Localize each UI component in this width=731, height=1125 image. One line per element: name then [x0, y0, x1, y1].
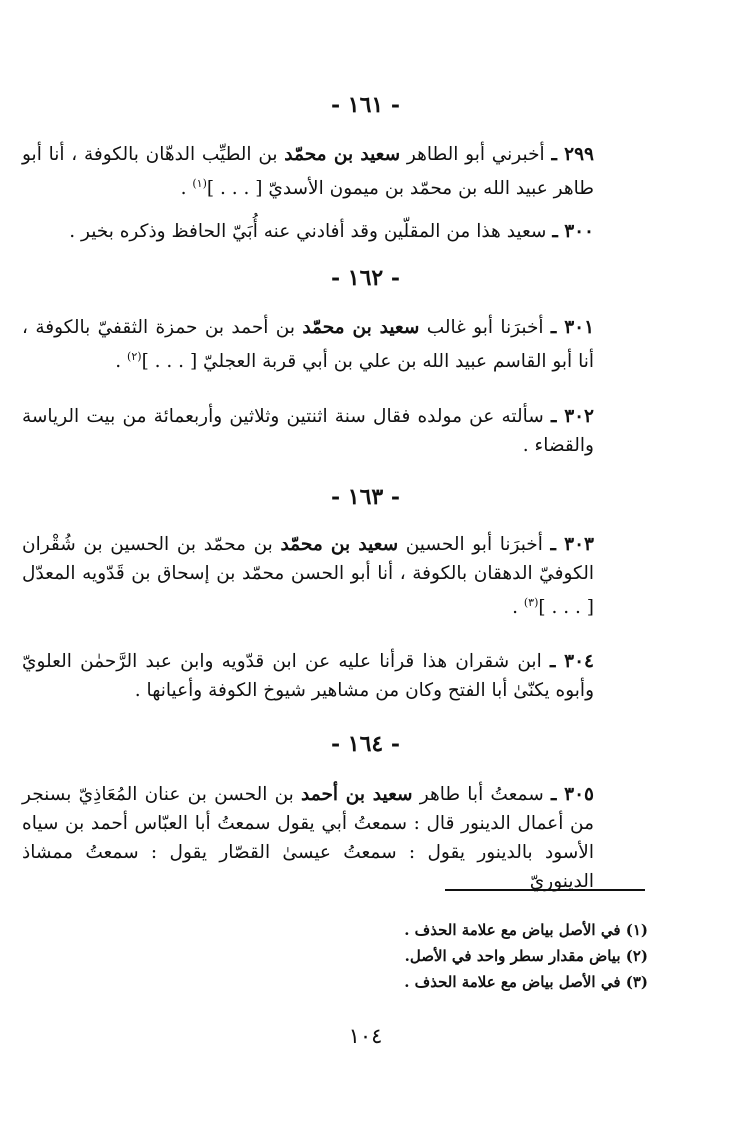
entry-text: أخبرني أبو الطاهر [406, 144, 545, 165]
footnote-1: (١) في الأصل بياض مع علامة الحذف . [404, 921, 648, 939]
entry-text: سعيد هذا من المقلّين وقد أفادني عنه أُبَيّ الحافظ وذكره بخير . [69, 221, 547, 242]
footnote-marker: (٣) [523, 596, 539, 609]
entry-303 [22, 530, 594, 622]
section-heading-162: - ١٦٢ - [330, 265, 401, 291]
entry-300 [22, 217, 594, 246]
narrator-name: سعيد بن محمّد [302, 317, 420, 338]
entry-text: ابن شقران هذا قرأنا عليه عن ابن قدّويه وابن عبد الرَّحمٰن العلويّ وأبوه يكنّىٰ أبا الفتح وكان من مشاهير شيوخ الكوفة وأعيانها . [22, 651, 594, 701]
entry-number: ٣٠٠ ـ [552, 221, 594, 242]
entry-end: . [512, 597, 518, 619]
section-heading-161: - ١٦١ - [330, 92, 401, 118]
entry-text: بن الطيِّب الدهّان بالكوفة ، أنا أبو طاهر عبيد الله بن محمّد بن ميمون الأسديّ [ . . . ] [22, 144, 594, 200]
footnote-marker: (٢) [127, 350, 142, 363]
entry-305 [22, 780, 594, 896]
entry-end: . [115, 351, 122, 373]
footnote-marker: (١) [192, 177, 207, 190]
entry-304 [22, 647, 594, 705]
entry-text: بن الحسن بن عنان المُعَاذِيّ بسنجر من أعمال الدينور قال : سمعتُ أبي يقول سمعتُ أبا العبّاس أحمد بن سياه الأسود بالدينور يقول : سمعتُ عيسىٰ القصّار يقول : سمعتُ ممشاذ الدينوريّ [22, 784, 594, 892]
entry-299 [22, 140, 594, 203]
entry-301 [22, 313, 594, 376]
entry-end: . [180, 178, 187, 200]
narrator-name: سعيد بن محمّد [280, 534, 399, 555]
page-number: ١٠٤ [348, 1024, 383, 1048]
entry-text: بن محمّد بن الحسين بن شُقْران الكوفيّ الدهقان بالكوفة ، أنا أبو الحسن محمّد بن إسحاق بن قَدّويه المعدّل [ . . . ] [22, 534, 594, 619]
section-heading-164: - ١٦٤ - [330, 731, 401, 757]
entry-number: ٣٠١ ـ [550, 317, 595, 338]
narrator-name: سعيد بن أحمد [301, 784, 413, 805]
entry-302 [22, 402, 594, 460]
entry-number: ٣٠٥ ـ [550, 784, 594, 805]
footnote-separator [445, 889, 645, 891]
footnote-3: (٣) في الأصل بياض مع علامة الحذف . [404, 973, 648, 991]
entry-number: ٣٠٤ ـ [549, 651, 594, 672]
footnote-2: (٢) بياض مقدار سطر واحد في الأصل. [404, 947, 648, 965]
entry-text: بن أحمد بن حمزة الثقفيّ بالكوفة ، أنا أبو القاسم عبيد الله بن علي بن أبي قربة العجليّ [ . . . ] [22, 317, 594, 373]
entry-text: أخبرَنا أبو الحسين [405, 534, 543, 555]
entry-number: ٣٠٢ ـ [551, 406, 594, 427]
entry-text: سألته عن مولده فقال سنة اثنتين وثلاثين وأربعمائة من بيت الرياسة والقضاء . [22, 406, 594, 456]
narrator-name: سعيد بن محمّد [284, 144, 401, 165]
entry-text: أخبرَنا أبو غالب [426, 317, 544, 338]
entry-text: سمعتُ أبا طاهر [419, 784, 544, 805]
section-heading-163: - ١٦٣ - [330, 484, 401, 510]
entry-number: ٢٩٩ ـ [551, 144, 594, 165]
entry-number: ٣٠٣ ـ [550, 534, 594, 555]
